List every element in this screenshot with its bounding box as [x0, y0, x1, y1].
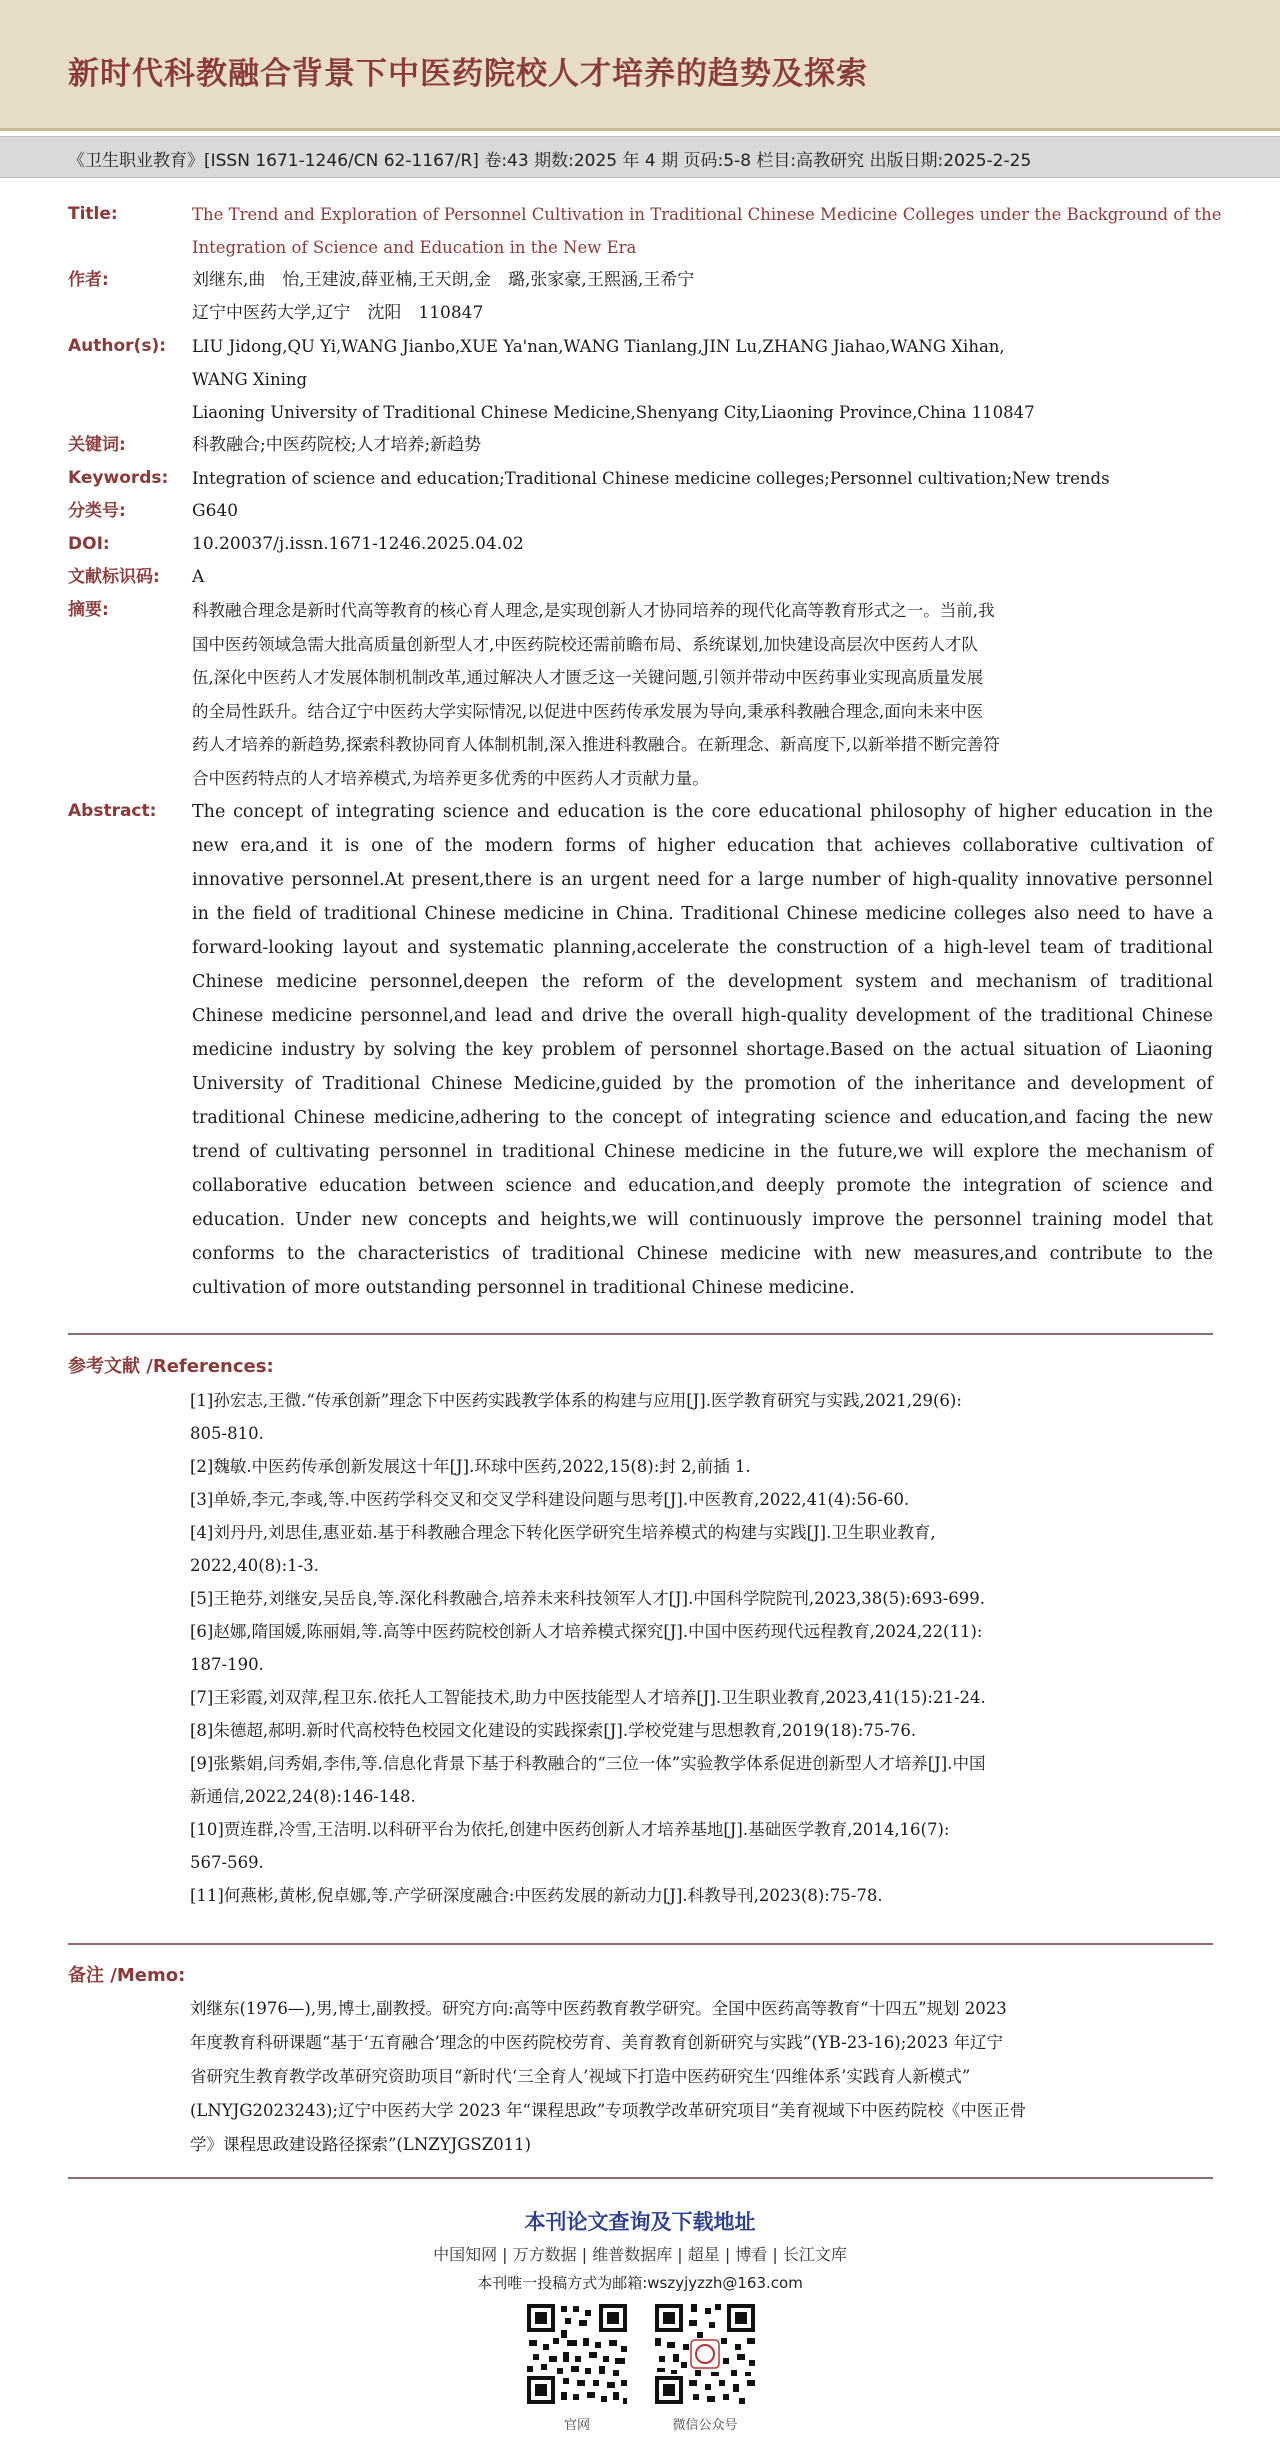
qr-code-wechat[interactable] [651, 2300, 759, 2408]
reference-line: 187-190. [190, 1655, 264, 1674]
reference-line: [9]张紫娟,闫秀娟,李伟,等.信息化背景下基于科教融合的“三位一体”实验教学体系促进创新型人才培养[J].中国 [190, 1754, 986, 1773]
database-links[interactable]: 中国知网 | 万方数据 | 维普数据库 | 超星 | 博看 | 长江文库 [433, 2245, 847, 2264]
reference-line: [6]赵娜,隋国媛,陈丽娟,等.高等中医药院校创新人才培养模式探究[J].中国中医药现代远程教育,2024,22(11): [190, 1622, 983, 1641]
title-en-value [192, 198, 1222, 264]
doc-code-value: A [192, 567, 205, 587]
reference-line: 2022,40(8):1-3. [190, 1556, 319, 1575]
classification-label: 分类号: [68, 501, 126, 521]
doi-value[interactable]: 10.20037/j.issn.1671-1246.2025.04.02 [192, 534, 524, 554]
abstract-en-line: conforms to the characteristics of traditional Chinese medicine with new measures,and contribute to the [192, 1244, 1213, 1264]
citation-text: 《卫生职业教育》[ISSN 1671-1246/CN 62-1167/R] 卷:43 期数:2025 年 4 期 页码:5-8 栏目:高教研究 出版日期:2025-2-25 [68, 151, 1032, 171]
classification-value: G640 [192, 501, 239, 521]
abstract-cn-line: 国中医药领域急需大批高质量创新型人才,中医药院校还需前瞻布局、系统谋划,加快建设高层次中医药人才队 [192, 634, 978, 654]
abstract-en-line: Chinese medicine personnel,and lead and drive the overall high-quality development of the traditional Chinese [192, 1006, 1213, 1026]
reference-line: 805-810. [190, 1424, 264, 1443]
reference-line: 新通信,2022,24(8):146-148. [190, 1787, 416, 1806]
reference-line: 567-569. [190, 1853, 264, 1872]
reference-line: [8]朱德超,郝明.新时代高校特色校园文化建设的实践探索[J].学校党建与思想教育,2019(18):75-76. [190, 1721, 917, 1740]
authors-en-line: LIU Jidong,QU Yi,WANG Jianbo,XUE Ya'nan,WANG Tianlang,JIN Lu,ZHANG Jiahao,WANG Xihan, [192, 337, 1005, 356]
reference-item[interactable] [190, 1582, 1215, 1615]
affiliation-en-line: Liaoning University of Traditional Chinese Medicine,Shenyang City,Liaoning Province,China 110847 [192, 403, 1035, 422]
reference-item[interactable] [190, 1384, 1215, 1450]
qr-caption-wechat: 微信公众号 [672, 2418, 738, 2433]
title-banner [0, 0, 1280, 131]
section-divider [68, 1333, 1213, 1335]
memo-line: 年度教育科研课题“基于‘五育融合’理念的中医药院校劳育、美育教育创新研究与实践”(YB-23-16);2023 年辽宁 [190, 2033, 1003, 2052]
references-list [190, 1384, 1215, 1912]
reference-line: [4]刘丹丹,刘思佳,惠亚茹.基于科教融合理念下转化医学研究生培养模式的构建与实践[J].卫生职业教育, [190, 1523, 936, 1542]
reference-line: [5]王艳芬,刘继安,吴岳良,等.深化科教融合,培养未来科技领军人才[J].中国科学院院刊,2023,38(5):693-699. [190, 1589, 986, 1608]
abstract-en-value [192, 795, 1213, 1305]
reference-line: [10]贾连群,冷雪,王洁明.以科研平台为依托,创建中医药创新人才培养基地[J].基础医学教育,2014,16(7): [190, 1820, 950, 1839]
reference-line: [7]王彩霞,刘双萍,程卫东.依托人工智能技术,助力中医技能型人才培养[J].卫生职业教育,2023,41(15):21-24. [190, 1688, 986, 1707]
abstract-en-line: Chinese medicine personnel,deepen the reform of the development system and mechanism of traditional [192, 972, 1213, 992]
keywords-cn-value: 科教融合;中医药院校;人才培养;新趋势 [192, 435, 482, 455]
abstract-en-line: education. Under new concepts and heights,we will continuously improve the personnel training model that [192, 1210, 1213, 1230]
authors-en-value [192, 330, 1213, 429]
reference-line: [3]单娇,李元,李彧,等.中医药学科交叉和交叉学科建设问题与思考[J].中医教育,2022,41(4):56-60. [190, 1490, 910, 1509]
keywords-en-label: Keywords: [68, 468, 169, 488]
abstract-cn-value [192, 594, 1213, 795]
abstract-cn-line: 伍,深化中医药人才发展体制机制改革,通过解决人才匮乏这一关键问题,引领并带动中医药事业实现高质量发展 [192, 668, 984, 687]
authors-en-label: Author(s): [68, 336, 167, 356]
reference-item[interactable] [190, 1879, 1215, 1912]
page-title: 新时代科教融合背景下中医药院校人才培养的趋势及探索 [68, 56, 868, 92]
qr-caption-website: 官网 [563, 2418, 590, 2433]
abstract-en-line: collaborative education between science and education,and deeply promote the integration of science and [192, 1176, 1213, 1196]
doi-row [68, 528, 1213, 561]
memo-line: 学》课程思政建设路径探索”(LNZYJGSZ011) [190, 2135, 532, 2154]
reference-item[interactable] [190, 1681, 1215, 1714]
title-en-line: The Trend and Exploration of Personnel Cultivation in Traditional Chinese Medicine Colleges under the Background of the [192, 205, 1222, 224]
reference-item[interactable] [190, 1813, 1215, 1879]
citation-bar [0, 136, 1280, 178]
section-divider [68, 2177, 1213, 2179]
doc-code-row [68, 561, 1213, 594]
memo-text [190, 1992, 1215, 2162]
title-en-label: Title: [68, 204, 118, 224]
references-heading: 参考文献 /References: [68, 1356, 274, 1377]
abstract-cn-line: 药人才培养的新趋势,探索科教协同育人体制机制,深入推进科教融合。在新理念、新高度下,以新举措不断完善符 [192, 735, 1000, 754]
reference-item[interactable] [190, 1516, 1215, 1582]
qr-code-website[interactable] [523, 2300, 631, 2408]
memo-line: 省研究生教育教学改革研究资助项目“新时代‘三全育人’视域下打造中医药研究生‘四维体系’实践育人新模式” [190, 2067, 971, 2086]
abstract-en-line: new era,and it is one of the modern forms of higher education that achieves collaborative cultivation of [192, 836, 1213, 856]
qr-icon [651, 2300, 759, 2408]
submission-email[interactable]: 本刊唯一投稿方式为邮箱:wszyjyzzh@163.com [477, 2274, 803, 2292]
qr-icon [523, 2300, 631, 2408]
memo-line: 刘继东(1976—),男,博士,副教授。研究方向:高等中医药教育教学研究。全国中医药高等教育“十四五”规划 2023 [190, 1999, 1007, 2018]
abstract-cn-row [68, 594, 1213, 795]
doi-label: DOI: [68, 534, 110, 554]
authors-cn-label: 作者: [68, 270, 109, 290]
abstract-cn-label: 摘要: [68, 600, 109, 620]
authors-cn-value [192, 264, 1213, 330]
abstract-en-line: trend of cultivating personnel in traditional Chinese medicine in the future,we will explore the mechanism of [192, 1142, 1213, 1162]
reference-item[interactable] [190, 1450, 1215, 1483]
memo-heading: 备注 /Memo: [68, 1965, 186, 1986]
abstract-en-line: traditional Chinese medicine,adhering to the concept of integrating science and education,and facing the new [192, 1108, 1213, 1128]
authors-cn-row [68, 264, 1213, 330]
authors-cn-line: 刘继东,曲 怡,王建波,薛亚楠,王天朗,金 璐,张家豪,王熙涵,王希宁 [192, 270, 695, 290]
abstract-en-line: forward-looking layout and systematic planning,accelerate the construction of a high-level team of traditional [192, 938, 1213, 958]
abstract-en-line: The concept of integrating science and education is the core educational philosophy of higher education in the [192, 802, 1213, 822]
download-heading: 本刊论文查询及下载地址 [524, 2210, 756, 2234]
reference-line: [1]孙宏志,王微.“传承创新”理念下中医药实践教学体系的构建与应用[J].医学教育研究与实践,2021,29(6): [190, 1391, 962, 1410]
abstract-cn-line: 科教融合理念是新时代高等教育的核心育人理念,是实现创新人才协同培养的现代化高等教育形式之一。当前,我 [192, 601, 995, 620]
reference-item[interactable] [190, 1747, 1215, 1813]
keywords-cn-row [68, 429, 1213, 462]
section-divider [68, 1943, 1213, 1945]
keywords-en-row [68, 462, 1213, 495]
reference-item[interactable] [190, 1714, 1215, 1747]
reference-item[interactable] [190, 1615, 1215, 1681]
reference-item[interactable] [190, 1483, 1215, 1516]
affiliation-cn-line: 辽宁中医药大学,辽宁 沈阳 110847 [192, 303, 484, 323]
title-en-row [68, 198, 1222, 264]
abstract-en-line: in the field of traditional Chinese medicine in China. Traditional Chinese medicine colleges also need to have a [192, 904, 1213, 924]
abstract-en-line: medicine industry by solving the key problem of personnel shortage.Based on the actual situation of Liaoning [192, 1040, 1213, 1060]
abstract-en-line: innovative personnel.At present,there is an urgent need for a large number of high-quality innovative personnel [192, 870, 1213, 890]
classification-row [68, 495, 1213, 528]
memo-line: (LNYJG2023243);辽宁中医药大学 2023 年“课程思政”专项教学改革研究项目“美育视域下中医药院校《中医正骨 [190, 2101, 1027, 2120]
abstract-en-line: University of Traditional Chinese Medicine,guided by the promotion of the inheritance and development of [192, 1074, 1213, 1094]
abstract-en-row [68, 795, 1213, 1305]
abstract-cn-line: 的全局性跃升。结合辽宁中医药大学实际情况,以促进中医药传承发展为导向,秉承科教融合理念,面向未来中医 [192, 701, 984, 721]
reference-line: [2]魏敏.中医药传承创新发展这十年[J].环球中医药,2022,15(8):封 2,前插 1. [190, 1457, 751, 1476]
doc-code-label: 文献标识码: [68, 567, 160, 587]
keywords-cn-label: 关键词: [68, 435, 126, 455]
keywords-en-value: Integration of science and education;Traditional Chinese medicine colleges;Personnel cultivation;New trends [192, 469, 1110, 488]
title-en-line: Integration of Science and Education in the New Era [192, 238, 637, 257]
abstract-en-line: cultivation of more outstanding personnel in traditional Chinese medicine. [192, 1278, 855, 1298]
authors-en-row [68, 330, 1213, 429]
abstract-cn-line: 合中医药特点的人才培养模式,为培养更多优秀的中医药人才贡献力量。 [192, 768, 709, 788]
abstract-en-label: Abstract: [68, 801, 157, 821]
authors-en-line: WANG Xining [192, 370, 308, 389]
article-fields [68, 198, 1222, 1305]
reference-line: [11]何燕彬,黄彬,倪卓娜,等.产学研深度融合:中医药发展的新动力[J].科教导刊,2023(8):75-78. [190, 1886, 883, 1905]
